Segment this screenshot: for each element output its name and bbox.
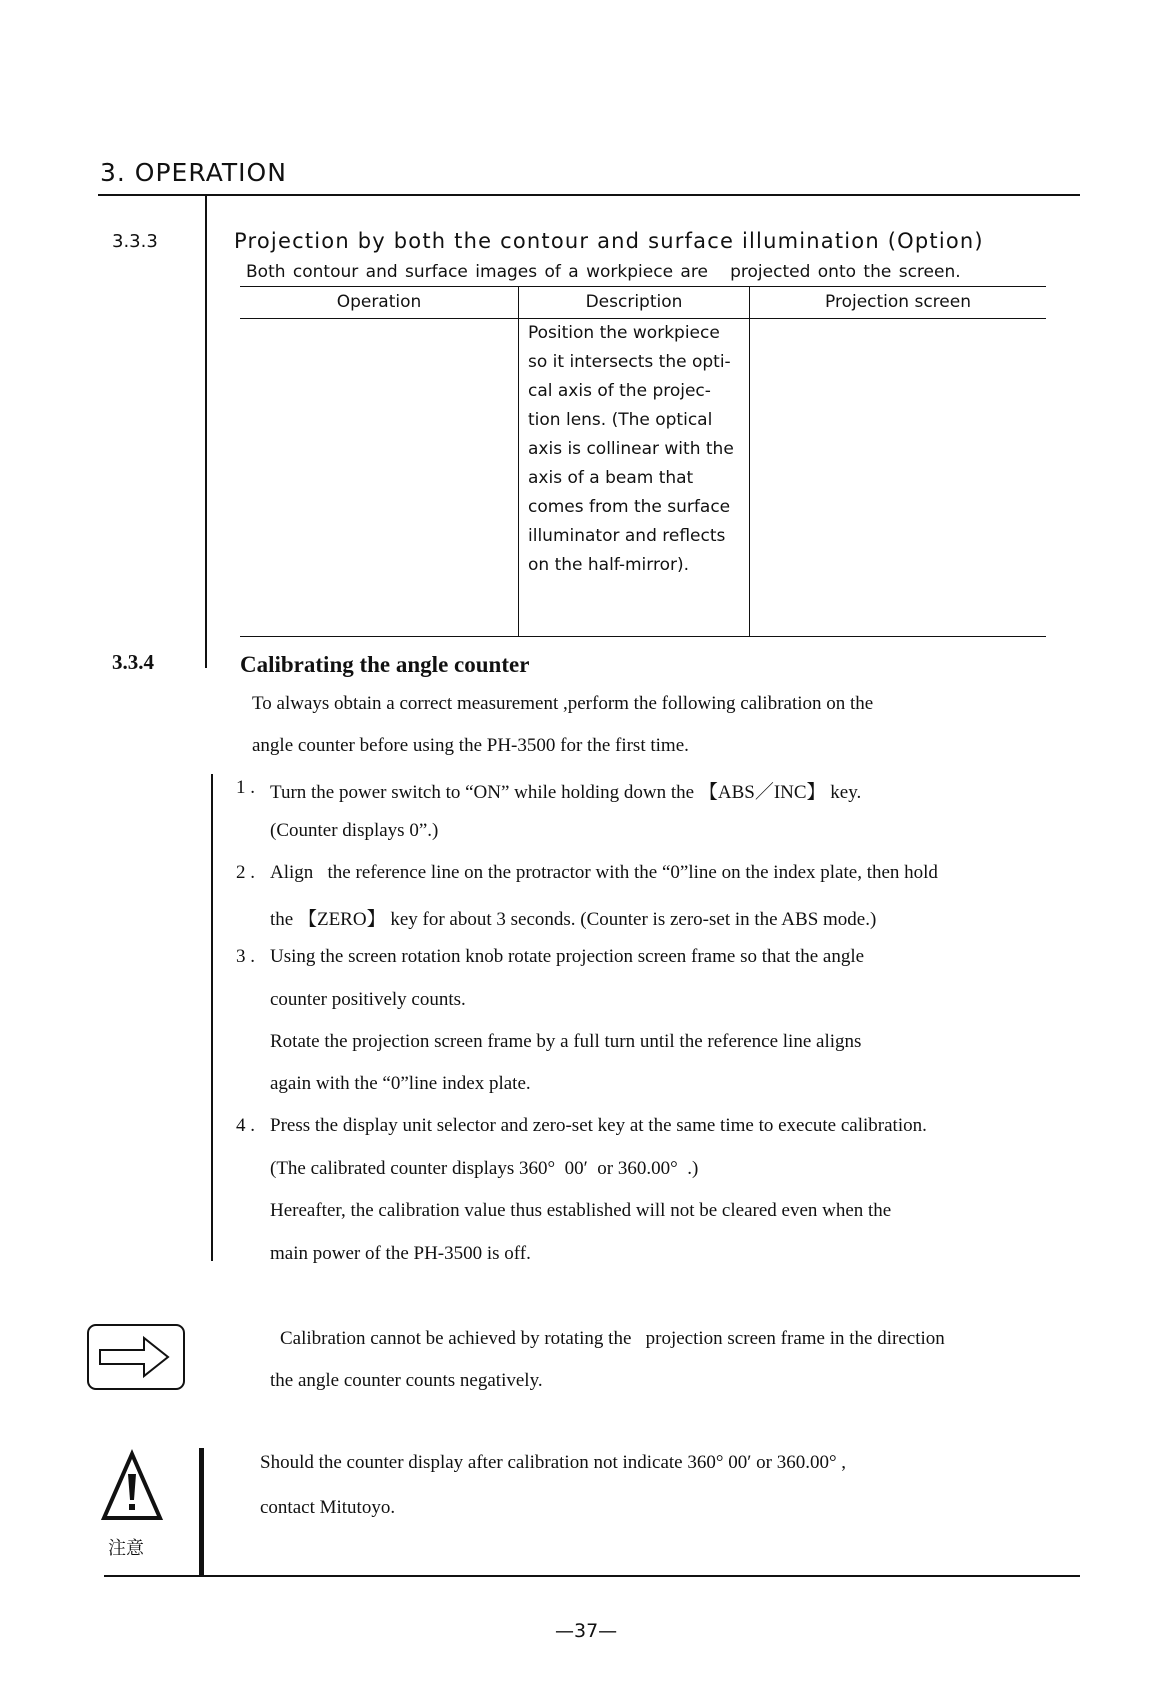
page-number: —37— [555,1620,618,1642]
step-number: 2 . [236,862,255,883]
section-title: Projection by both the contour and surface illumination (Option) [234,229,984,253]
table-rule [240,318,1046,319]
description-line: tion lens. (The optical [528,410,713,430]
table-rule [240,636,1046,637]
section-number: 3.3.3 [112,231,158,252]
section-intro: Both contour and surface images of a workpiece are projected onto the screen. [246,262,961,282]
step-line: Turn the power switch to “ON” while holding down the 【ABS／INC】 key. [270,782,862,803]
caution-line: contact Mitutoyo. [260,1497,396,1518]
table-header-operation: Operation [336,292,422,312]
description-line: Position the workpiece [528,323,720,343]
section-number: 3.3.4 [112,650,154,674]
section-divider [205,196,207,668]
description-line: cal axis of the projec- [528,381,711,401]
steps-bar [211,774,213,1261]
step-line: Hereafter, the calibration value thus established will not be cleared even when the [270,1200,892,1221]
intro-line: To always obtain a correct measurement ,perform the following calibration on the [252,693,874,714]
table-rule [240,286,1046,287]
footer-rule [104,1575,1080,1577]
note-line: the angle counter counts negatively. [270,1370,543,1391]
table-column-rule [749,286,750,637]
description-line: on the half-mirror). [528,555,690,575]
caution-label: 注意 [108,1538,144,1559]
step-line: Align the reference line on the protractor with the “0”line on the index plate, then hold [270,862,938,883]
table-header-projection: Projection screen [825,292,971,312]
step-line: main power of the PH-3500 is off. [270,1243,531,1264]
step-line: again with the “0”line index plate. [270,1073,531,1094]
step-line: Using the screen rotation knob rotate projection screen frame so that the angle [270,946,865,967]
description-line: axis of a beam that [528,468,694,488]
step-number: 4 . [236,1115,255,1136]
step-line: (The calibrated counter displays 360° 00′ or 360.00° .) [270,1158,699,1179]
step-line: counter positively counts. [270,989,466,1010]
description-line: comes from the surface [528,497,731,517]
step-line: Rotate the projection screen frame by a full turn until the reference line aligns [270,1031,862,1052]
step-line: the 【ZERO】 key for about 3 seconds. (Counter is zero-set in the ABS mode.) [270,909,877,930]
description-line: axis is collinear with the [528,439,734,459]
note-line: Calibration cannot be achieved by rotating the projection screen frame in the direction [280,1328,945,1349]
step-number: 1 . [236,777,255,798]
table-header-description: Description [585,292,683,312]
step-number: 3 . [236,946,255,967]
warning-triangle-icon [100,1448,164,1558]
operation-table [240,286,1046,637]
header-rule [98,194,1080,196]
intro-line: angle counter before using the PH-3500 for the first time. [252,735,689,756]
step-line: (Counter displays 0”.) [270,820,439,841]
step-line: Press the display unit selector and zero-set key at the same time to execute calibration. [270,1115,927,1136]
table-column-rule [518,286,519,637]
chapter-title: 3. OPERATION [100,158,287,187]
caution-line: Should the counter display after calibration not indicate 360° 00′ or 360.00° , [260,1452,847,1473]
description-line: so it intersects the opti- [528,352,731,372]
arrow-right-icon [86,1323,186,1391]
description-line: illuminator and reflects [528,526,726,546]
caution-bar [199,1448,204,1576]
section-title: Calibrating the angle counter [240,652,530,677]
